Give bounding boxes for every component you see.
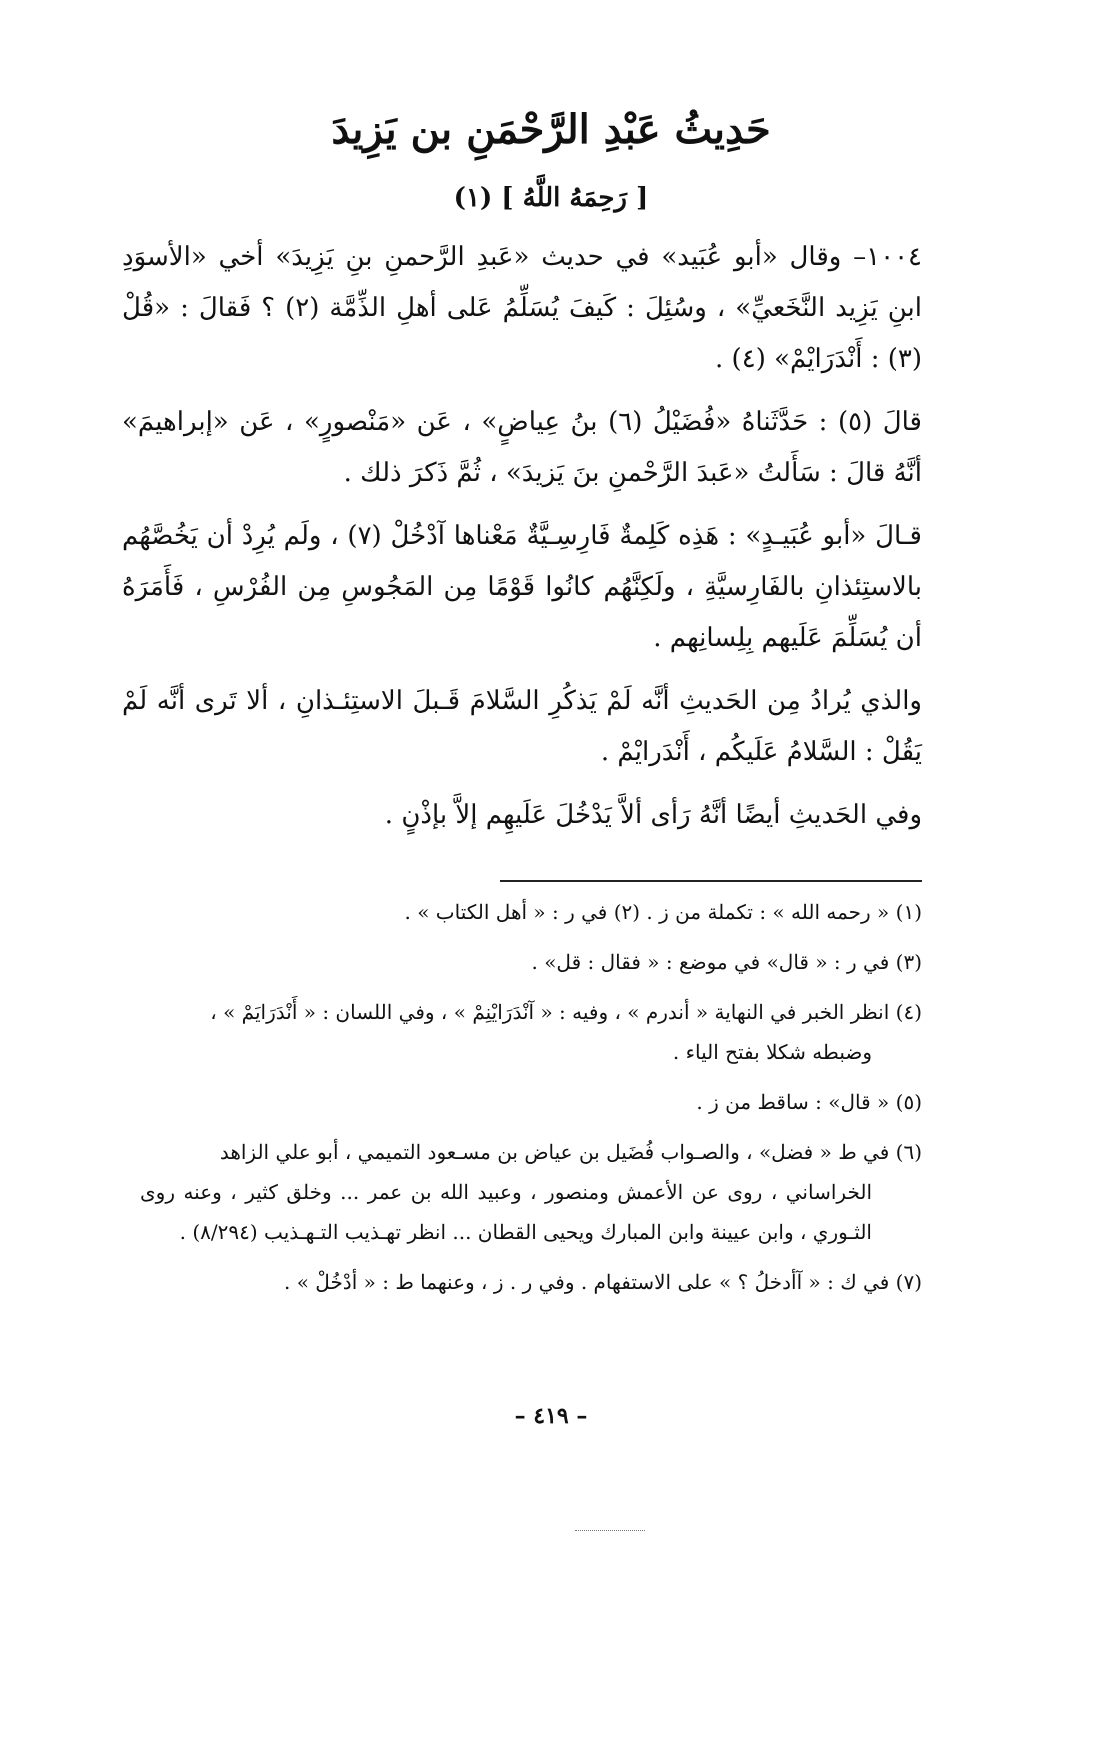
footnote-6-line: (٦) في ط « فضل» ، والصـواب فُضَيل بن عياض بن مسـعود التميمي ، أبو علي الزاهد <box>219 1140 922 1164</box>
footnote-5: (٥) « قال» : ساقط من ز . <box>696 1090 922 1114</box>
footnote-7: (٧) في ك : « آأدخلُ ؟ » على الاستفهام . وفي ر . ز ، وعنهما ط : « أدْخُلْ » . <box>283 1270 922 1294</box>
paragraph-meaning: والذي يُرادُ مِن الحَديثِ أنَّه لَمْ يَذكُرِ السَّلامَ قَـبلَ الاستِئـذانِ ، ألا تَرى أنَّه لَمْ يَقُلْ : السَّلامُ عَلَيكُم ، أَنْدَرايْمْ . <box>122 686 922 767</box>
footnote-3: (٣) في ر : « قال» في موضع : « فقال : قل» . <box>531 950 922 974</box>
footnote-1-2: (١) « رحمه الله » : تكملة من ز . (٢) في ر : « أهل الكتاب » . <box>404 900 922 924</box>
paragraph-explanation: قـالَ «أبو عُبَيـدٍ» : هَذِه كَلِمةٌ فَارِسِـيَّةٌ مَعْناها آدْخُلْ (٧) ، ولَم يُرِدْ أن يَخُصَّهُم بالاستِئذانِ بالفَارِسيَّةِ ، ولَكِنَّهُم كانُوا قَوْمًا مِن المَجُوسِ مِن الفُرْسِ ، فَأَمَرَهُ أن يُسَلِّمَ عَلَيهم بِلِسانِهم . <box>122 521 922 653</box>
footnote-6-continuation: الخراساني ، روى عن الأعمش ومنصور ، وعبيد الله بن عمر ... وخلق كثير ، وعنه روى الثـوري ، وابن عيينة وابن المبارك ويحيى القطان ... انظر تهـذيب التـهـذيب (٨/٢٩٤) . <box>140 1180 872 1244</box>
footnote-4-line: (٤) انظر الخبر في النهاية « أندرم » ، وفيه : « آنْدَرَايْنِمْ » ، وفي اللسان : « أَنْدَرَايَمْ » ، <box>210 1000 922 1024</box>
page-number: – ٤١٩ – <box>514 1403 588 1429</box>
footnotes <box>140 892 922 1312</box>
chapter-subtitle: [ رَحِمَهُ اللَّهُ ] (١) <box>453 183 649 213</box>
chapter-title: حَدِيثُ عَبْدِ الرَّحْمَنِ بن يَزِيدَ <box>331 106 771 153</box>
footnote-4 <box>140 992 922 1072</box>
footnote-divider <box>500 880 922 882</box>
paragraph-isnad: قالَ (٥) : حَدَّثَناهُ «فُضَيْلُ (٦) بنُ عِياضٍ» ، عَن «مَنْصورٍ» ، عَن «إبراهيمَ» أنَّهُ قالَ : سَأَلتُ «عَبدَ الرَّحْمنِ بنَ يَزيدَ» ، ثُمَّ ذَكرَ ذلك . <box>122 407 922 488</box>
scan-artifact <box>575 1530 645 1531</box>
paragraph-hadith: ١٠٠٤– وقال «أبو عُبَيد» في حديث «عَبدِ الرَّحمنِ بنِ يَزِيدَ» أخي «الأسوَدِ ابنِ يَزِيد النَّخَعيِّ» ، وسُئِلَ : كَيفَ يُسَلِّمُ عَلى أهلِ الذِّمَّة (٢) ؟ فَقالَ : «قُلْ (٣) : أَنْدَرَايْمْ» (٤) . <box>122 242 922 374</box>
footnote-6 <box>140 1132 922 1252</box>
paragraph-conclusion: وفي الحَديثِ أيضًا أنَّهُ رَأى ألاَّ يَدْخُلَ عَلَيهِم إلاَّ بإذْنٍ . <box>384 800 922 830</box>
main-text <box>122 232 922 853</box>
footnote-4-continuation: وضبطه شكلا بفتح الياء . <box>672 1040 872 1064</box>
